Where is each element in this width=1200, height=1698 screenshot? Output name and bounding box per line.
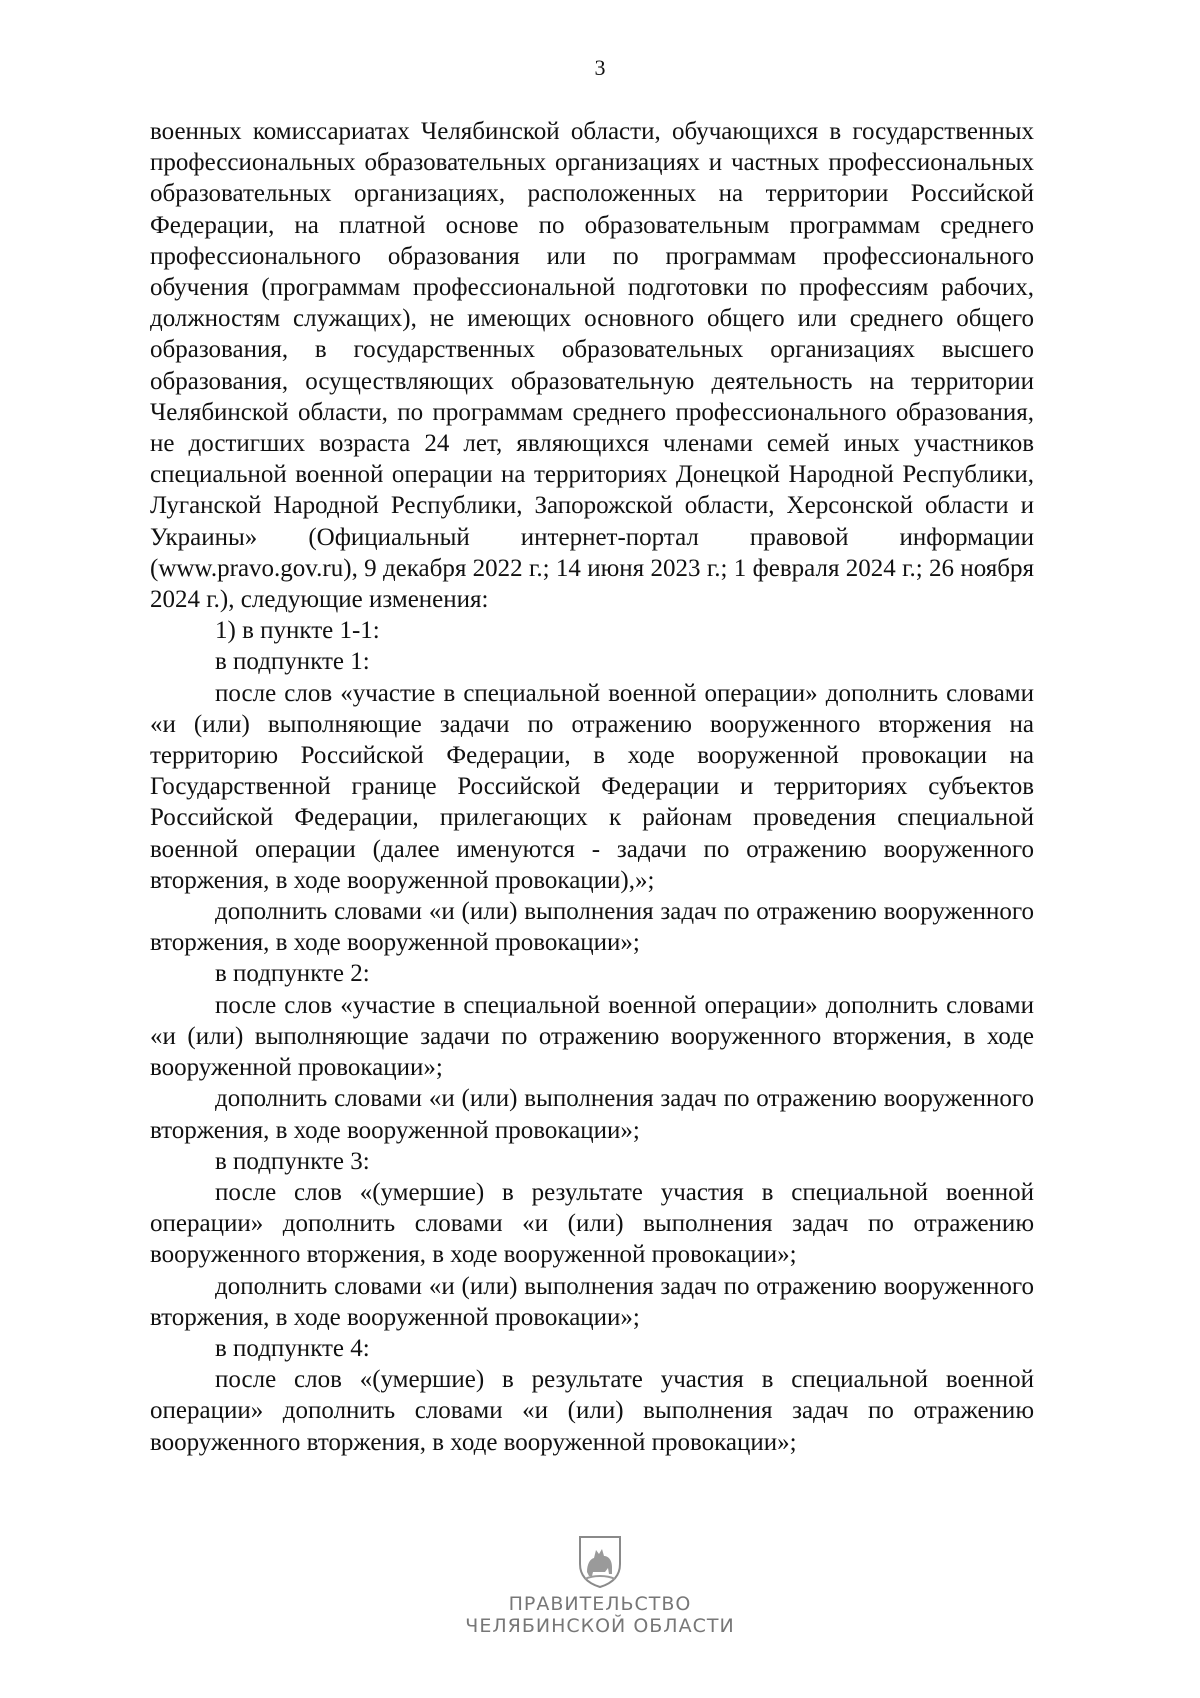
paragraph-6: в подпункте 2: — [215, 960, 370, 988]
paragraph-9: в подпункте 3: — [215, 1147, 370, 1175]
page-number: 3 — [594, 55, 606, 80]
footer-org-line-1: ПРАВИТЕЛЬСТВО — [508, 1593, 692, 1615]
footer-org-line-2: ЧЕЛЯБИНСКОЙ ОБЛАСТИ — [465, 1615, 735, 1637]
paragraph-13: после слов «(умершие) в результате участия в специальной военной операции» дополнить словами «и (или) выполнения задач по отражению вооруженного вторжения, в ходе вооруженной провокации»; — [150, 1366, 1034, 1456]
paragraph-7: после слов «участие в специальной военной операции» дополнить словами «и (или) выполняющие задачи по отражению вооруженного вторжения, в ходе вооруженной провокации»; — [150, 991, 1034, 1082]
paragraph-5: дополнить словами «и (или) выполнения задач по отражению вооруженного вторжения, в ходе вооруженной провокации»; — [150, 898, 1034, 957]
government-logo — [0, 1534, 1200, 1637]
paragraph-10: после слов «(умершие) в результате участия в специальной военной операции» дополнить словами «и (или) выполнения задач по отражению вооруженного вторжения, в ходе вооруженной провокации»; — [150, 1178, 1034, 1269]
paragraph-8: дополнить словами «и (или) выполнения задач по отражению вооруженного вторжения, в ходе вооруженной провокации»; — [150, 1085, 1034, 1144]
paragraph-2: 1) в пункте 1-1: — [215, 617, 380, 645]
paragraph-12: в подпункте 4: — [215, 1334, 370, 1362]
document-body — [150, 116, 1034, 1458]
paragraph-3: в подпункте 1: — [215, 648, 370, 676]
paragraph-1: военных комиссариатах Челябинской области, обучающихся в государственных профессиональных образовательных организациях и частных профессиональных образовательных организациях, расположенных на территории Российской Федерации, на платной основе по образовательным программам среднего профессионального образования или по программам профессионального обучения (программам профессиональной подготовки по профессиям рабочих, должностям служащих), не имеющих основного общего или среднего общего образования, в государственных образовательных организациях высшего образования, осуществляющих образовательную деятельность на территории Челябинской области, по программам среднего профессионального образования, не достигших возраста 24 лет, являющихся членами семей иных участников специальной военной операции на территориях Донецкой Народной Республики, Луганской Народной Республики, Запорожской области, Херсонской области и Украины» (Официальный интернет-портал правовой информации (www.pravo.gov.ru), 9 декабря 2022 г.; 14 июня 2023 г.; 1 февраля 2024 г.; 26 ноября 2024 г.), следующие изменения: — [150, 118, 1034, 614]
chelyabinsk-coat-of-arms-icon — [577, 1534, 623, 1588]
paragraph-4: после слов «участие в специальной военной операции» дополнить словами «и (или) выполняющие задачи по отражению вооруженного вторжения на территорию Российской Федерации, в ходе вооруженной провокации на Государственной границе Российской Федерации и территориях субъектов Российской Федерации, прилегающих к районам проведения специальной военной операции (далее именуются - задачи по отражению вооруженного вторжения, в ходе вооруженной провокации),»; — [150, 679, 1034, 894]
paragraph-11: дополнить словами «и (или) выполнения задач по отражению вооруженного вторжения, в ходе вооруженной провокации»; — [150, 1272, 1034, 1331]
